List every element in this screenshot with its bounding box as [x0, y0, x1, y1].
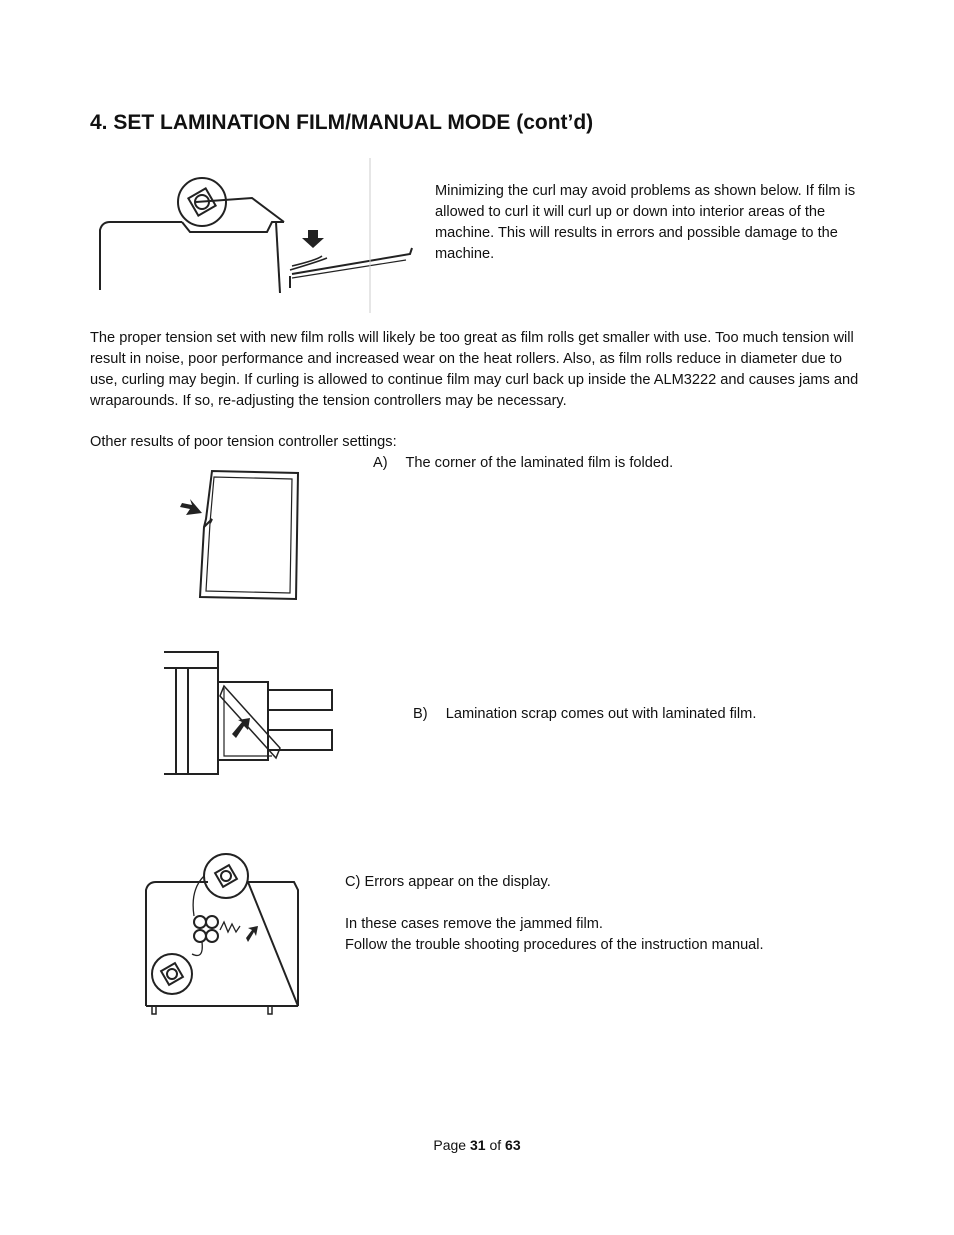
list-item-c: C) Errors appear on the display.: [345, 874, 551, 890]
page-footer: [0, 1137, 954, 1153]
list-item-b: [413, 704, 756, 725]
other-results-intro: Other results of poor tension controller settings:: [90, 434, 397, 450]
tension-paragraph: The proper tension set with new film rolls will likely be too great as film rolls get smaller with use. Too much tension will result in noise, poor performance and increased wear on the heat rollers. Also, as film rolls reduce in diameter due to use, curling may begin. If curling is allowed to continue film may curl back up inside the ALM3222 and causes jams and wraparounds. If so, re-adjusting the tension controllers may be necessary.: [90, 330, 859, 409]
intro-paragraph: Minimizing the curl may avoid problems as shown below. If film is allowed to curl it will curl up or down into interior areas of the machine. This will results in errors and possible damage to the machine.: [435, 183, 856, 262]
list-text-a: The corner of the laminated film is folded.: [405, 455, 674, 471]
list-item-a: [373, 453, 673, 474]
list-marker-a: A): [373, 455, 388, 471]
list-text-b: Lamination scrap comes out with laminated film.: [445, 706, 757, 722]
remedy-line-2: Follow the trouble shooting procedures of the instruction manual.: [345, 937, 764, 953]
footer-page-number: 31: [469, 1137, 486, 1153]
curl-illustration: [92, 158, 422, 313]
folded-corner-illustration: [178, 467, 328, 605]
list-marker-b: B): [413, 706, 428, 722]
page-title: 4. SET LAMINATION FILM/MANUAL MODE (cont’d): [90, 111, 594, 134]
footer-of-label: of: [489, 1137, 502, 1153]
footer-page-total: 63: [505, 1137, 521, 1153]
wraparound-illustration: [142, 850, 312, 1022]
scrap-illustration: [160, 648, 375, 786]
remedy-line-1: In these cases remove the jammed film.: [345, 916, 603, 932]
footer-page-label: Page: [433, 1137, 467, 1153]
